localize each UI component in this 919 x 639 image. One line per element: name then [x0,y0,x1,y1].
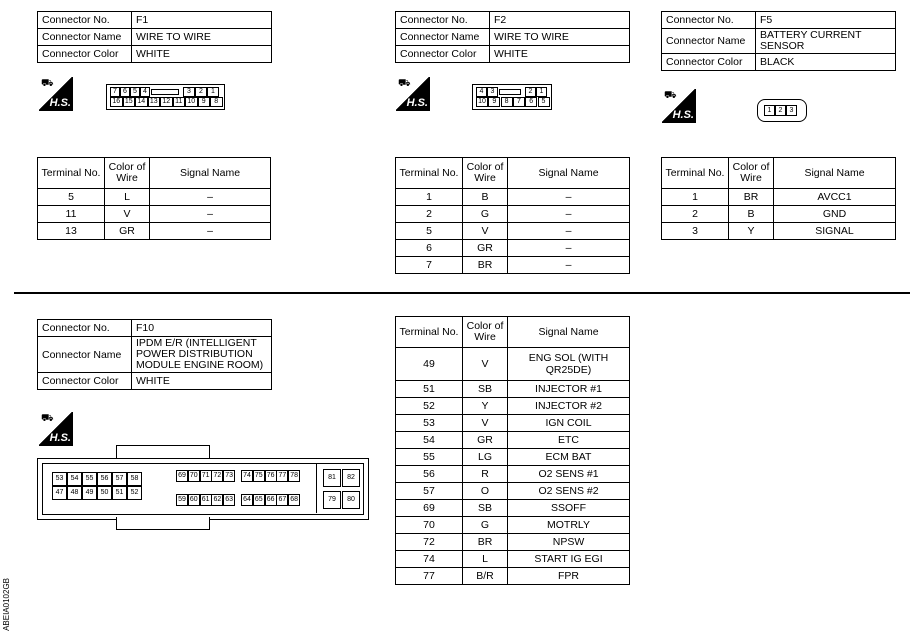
signal-cell: – [508,257,630,274]
pin-cell: 74 [241,470,253,482]
pin-cell: 65 [253,494,265,506]
pin-cell: 49 [82,486,97,500]
terminal-cell: 7 [396,257,463,274]
pin-cell: 64 [241,494,253,506]
table-row [38,206,271,223]
pin-cell: 47 [52,486,67,500]
pin-cell: 4 [476,87,487,97]
wire-color-cell: R [463,466,508,483]
signal-cell: ETC [508,432,630,449]
pin-cell: 3 [183,87,195,97]
wire-color-cell: BR [729,189,774,206]
connector-name: IPDM E/R (INTELLIGENT POWER DISTRIBUTION MODULE ENGINE ROOM) [132,337,272,373]
terminal-cell: 13 [38,223,105,240]
label: Connector Name [396,29,490,46]
pin-cell: 53 [52,472,67,486]
header: Signal Name [774,158,896,189]
pin-cell: 13 [148,97,161,107]
f1-terminal-table [37,157,271,240]
pin-cell: 79 [323,491,341,509]
label: Connector No. [662,12,756,29]
terminal-cell: 52 [396,398,463,415]
pin-cell: 51 [112,486,127,500]
pin-cell: 58 [127,472,142,486]
header: Color of Wire [105,158,150,189]
f1-connector-face [106,84,225,110]
label: Connector Color [396,46,490,63]
wire-color-cell: B/R [463,568,508,585]
terminal-cell: 55 [396,449,463,466]
header: Signal Name [508,158,630,189]
pin-cell: 8 [501,97,513,107]
section-divider [14,292,910,294]
f10-info-table [37,319,272,390]
pin-cell: 15 [123,97,136,107]
f10-latch-bottom [116,517,210,530]
pin-cell: 78 [288,470,300,482]
key-slot [151,89,179,95]
wire-color-cell: L [105,189,150,206]
pin-cell: 6 [525,97,537,107]
terminal-cell: 2 [396,206,463,223]
terminal-cell: 54 [396,432,463,449]
terminal-cell: 1 [396,189,463,206]
connector-no: F2 [490,12,630,29]
pin-cell: 57 [112,472,127,486]
header: Terminal No. [396,317,463,348]
connector-no: F1 [132,12,272,29]
terminal-cell: 3 [662,223,729,240]
table-row [396,206,630,223]
terminal-cell: 51 [396,381,463,398]
wire-color-cell: G [463,517,508,534]
key-slot [499,89,521,95]
pin-cell: 67 [276,494,288,506]
f2-terminal-table [395,157,630,274]
table-row [396,568,630,585]
pin-cell: 80 [342,491,360,509]
header: Color of Wire [463,158,508,189]
terminal-cell: 2 [662,206,729,223]
terminal-cell: 69 [396,500,463,517]
wire-color-cell: BR [463,257,508,274]
pin-cell: 63 [223,494,235,506]
pin-cell: 61 [200,494,212,506]
wire-color-cell: Y [463,398,508,415]
pin-cell: 10 [185,97,198,107]
pin-cell: 71 [200,470,212,482]
pin-cell: 50 [97,486,112,500]
f5-terminal-table [661,157,896,240]
pin-cell: 2 [775,105,786,116]
pin-cell: 6 [120,87,130,97]
connector-name: WIRE TO WIRE [132,29,272,46]
pin-cell: 52 [127,486,142,500]
f1-info-table [37,11,272,63]
wire-color-cell: B [729,206,774,223]
table-row [396,257,630,274]
wire-color-cell: G [463,206,508,223]
hs-icon: ⛟ H.S. [398,78,428,109]
signal-cell: IGN COIL [508,415,630,432]
signal-cell: ENG SOL (WITH QR25DE) [508,348,630,381]
table-row [396,534,630,551]
wire-color-cell: L [463,551,508,568]
signal-cell: MOTRLY [508,517,630,534]
terminal-cell: 77 [396,568,463,585]
pin-cell: 1 [207,87,219,97]
hs-icon: ⛟ H.S. [664,90,694,121]
table-row [396,223,630,240]
connector-name: BATTERY CURRENT SENSOR [756,29,896,54]
table-row [38,189,271,206]
table-row [396,381,630,398]
signal-cell: AVCC1 [774,189,896,206]
pin-cell: 5 [538,97,550,107]
pin-cell: 14 [135,97,148,107]
signal-cell: O2 SENS #1 [508,466,630,483]
terminal-cell: 57 [396,483,463,500]
pin-cell: 56 [97,472,112,486]
table-row [396,500,630,517]
wire-color-cell: GR [105,223,150,240]
pin-cell: 11 [173,97,186,107]
signal-cell: START IG EGI [508,551,630,568]
f2-info-table [395,11,630,63]
pin-cell: 1 [764,105,775,116]
terminal-cell: 5 [396,223,463,240]
label: Connector Color [38,373,132,390]
label: Connector Color [662,54,756,71]
label: Connector Name [662,29,756,54]
header: Terminal No. [662,158,729,189]
pin-cell: 77 [276,470,288,482]
label: Connector Color [38,46,132,63]
table-row [662,223,896,240]
pin-cell: 3 [487,87,498,97]
pin-cell: 9 [488,97,500,107]
wire-color-cell: V [463,415,508,432]
f10-connector-face [37,458,369,520]
pin-cell: 68 [288,494,300,506]
wire-color-cell: LG [463,449,508,466]
signal-cell: – [508,223,630,240]
terminal-cell: 49 [396,348,463,381]
signal-cell: ECM BAT [508,449,630,466]
signal-cell: – [150,223,271,240]
pin-cell: 55 [82,472,97,486]
signal-cell: INJECTOR #2 [508,398,630,415]
terminal-cell: 11 [38,206,105,223]
signal-cell: – [508,240,630,257]
table-row [396,466,630,483]
table-row [396,415,630,432]
connector-color: WHITE [132,373,272,390]
terminal-cell: 74 [396,551,463,568]
f2-connector-face [472,84,552,110]
signal-cell: – [150,206,271,223]
pin-cell: 2 [525,87,536,97]
wire-color-cell: SB [463,500,508,517]
label: Connector No. [38,12,132,29]
wire-color-cell: V [105,206,150,223]
pin-cell: 76 [265,470,277,482]
header: Signal Name [150,158,271,189]
terminal-cell: 72 [396,534,463,551]
wire-color-cell: GR [463,240,508,257]
signal-cell: – [508,189,630,206]
connector-name: WIRE TO WIRE [490,29,630,46]
signal-cell: SIGNAL [774,223,896,240]
pin-cell: 12 [160,97,173,107]
wire-color-cell: GR [463,432,508,449]
connector-no: F10 [132,320,272,337]
terminal-cell: 1 [662,189,729,206]
signal-cell: SSOFF [508,500,630,517]
table-row [396,449,630,466]
pin-cell: 4 [140,87,150,97]
pin-cell: 81 [323,469,341,487]
table-row [396,551,630,568]
signal-cell: O2 SENS #2 [508,483,630,500]
header: Color of Wire [463,317,508,348]
connector-color: WHITE [132,46,272,63]
signal-cell: FPR [508,568,630,585]
table-row [662,206,896,223]
wire-color-cell: Y [729,223,774,240]
f10-terminal-table [395,316,630,585]
label: Connector Name [38,29,132,46]
header: Terminal No. [38,158,105,189]
pin-cell: 7 [110,87,120,97]
terminal-cell: 56 [396,466,463,483]
pin-cell: 70 [188,470,200,482]
terminal-cell: 5 [38,189,105,206]
header: Signal Name [508,317,630,348]
label: Connector No. [396,12,490,29]
pin-cell: 72 [211,470,223,482]
header: Color of Wire [729,158,774,189]
table-row [396,483,630,500]
connector-color: WHITE [490,46,630,63]
signal-cell: GND [774,206,896,223]
pin-cell: 48 [67,486,82,500]
signal-cell: INJECTOR #1 [508,381,630,398]
label: Connector Name [38,337,132,373]
pin-cell: 8 [210,97,223,107]
pin-cell: 16 [110,97,123,107]
pin-cell: 66 [265,494,277,506]
signal-cell: – [508,206,630,223]
terminal-cell: 53 [396,415,463,432]
pin-cell: 2 [195,87,207,97]
pin-cell: 62 [211,494,223,506]
hs-icon: ⛟ H.S. [41,413,71,444]
pin-cell: 54 [67,472,82,486]
table-row [396,398,630,415]
wire-color-cell: BR [463,534,508,551]
wire-color-cell: O [463,483,508,500]
pin-cell: 7 [513,97,525,107]
wire-color-cell: B [463,189,508,206]
table-row [38,223,271,240]
f5-info-table [661,11,896,71]
terminal-cell: 70 [396,517,463,534]
figure-code: ABEIA0102GB [2,578,11,631]
pin-cell: 69 [176,470,188,482]
wire-color-cell: V [463,348,508,381]
pin-cell: 1 [536,87,547,97]
header: Terminal No. [396,158,463,189]
pin-cell: 60 [188,494,200,506]
label: Connector No. [38,320,132,337]
table-row [396,432,630,449]
pin-cell: 59 [176,494,188,506]
connector-color: BLACK [756,54,896,71]
pin-cell: 10 [476,97,488,107]
hs-icon: ⛟ H.S. [41,78,71,109]
pin-cell: 9 [198,97,211,107]
table-row [396,348,630,381]
pin-cell: 82 [342,469,360,487]
pin-cell: 73 [223,470,235,482]
pin-cell: 5 [130,87,140,97]
terminal-cell: 6 [396,240,463,257]
signal-cell: – [150,189,271,206]
signal-cell: NPSW [508,534,630,551]
table-row [396,517,630,534]
wire-color-cell: V [463,223,508,240]
pin-cell: 75 [253,470,265,482]
wire-color-cell: SB [463,381,508,398]
connector-no: F5 [756,12,896,29]
table-row [396,240,630,257]
f5-connector-face [757,99,807,122]
table-row [396,189,630,206]
pin-cell: 3 [786,105,797,116]
table-row [662,189,896,206]
